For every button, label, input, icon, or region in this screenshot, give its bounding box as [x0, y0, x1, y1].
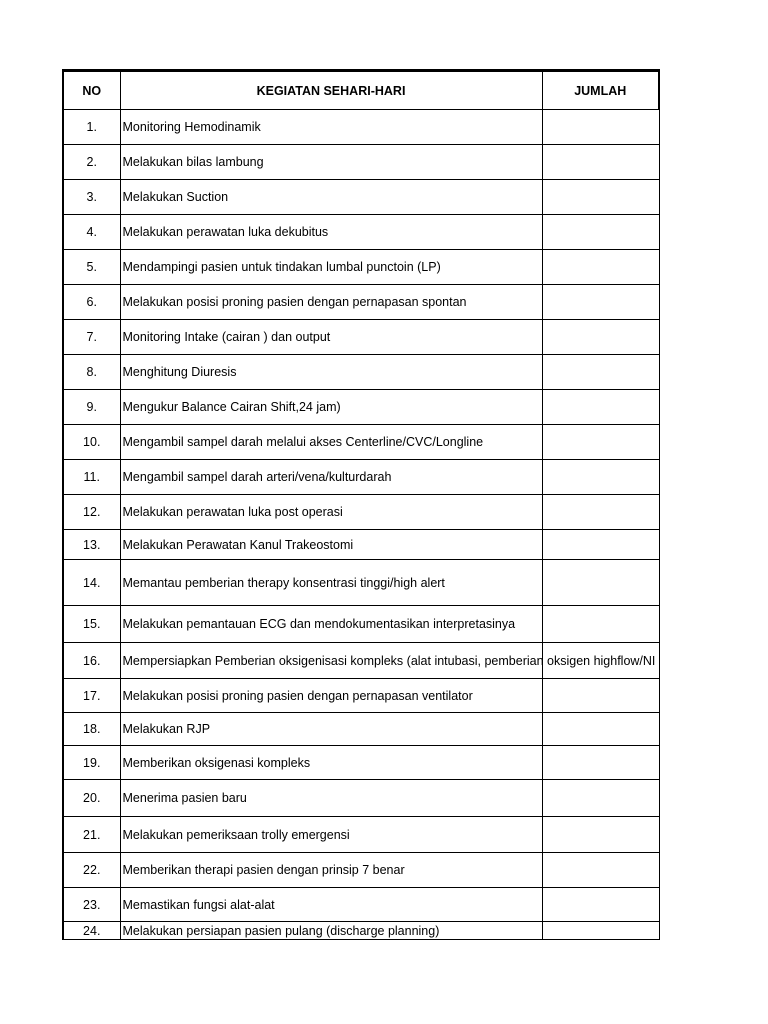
row-number: 9. — [63, 390, 120, 425]
row-count-cell[interactable] — [542, 606, 659, 643]
row-activity: Melakukan Perawatan Kanul Trakeostomi — [122, 537, 354, 552]
row-activity-cell — [120, 145, 542, 180]
row-activity-cell — [120, 643, 656, 679]
row-number: 2. — [63, 145, 120, 180]
row-activity: Melakukan RJP — [122, 722, 211, 736]
row-number: 22. — [63, 853, 120, 888]
row-count-cell[interactable] — [542, 250, 659, 285]
table-header-row — [63, 71, 659, 110]
table-body — [63, 110, 659, 940]
row-number: 10. — [63, 425, 120, 460]
row-activity: Melakukan perawatan luka dekubitus — [122, 225, 329, 239]
row-activity-cell — [120, 390, 542, 425]
table-row — [63, 853, 659, 888]
row-count-cell[interactable] — [542, 320, 659, 355]
row-activity: Mengambil sampel darah arteri/vena/kulturdarah — [122, 470, 392, 484]
row-activity-cell — [120, 679, 542, 713]
row-activity: Menghitung Diuresis — [122, 365, 237, 379]
row-count-cell[interactable] — [542, 425, 659, 460]
row-activity-cell — [120, 110, 542, 145]
row-activity: Mempersiapkan Pemberian oksigenisasi kompleks (alat intubasi, pemberian oksigen highflow/NI — [122, 653, 656, 668]
table-row — [63, 888, 659, 922]
row-activity-cell — [120, 215, 542, 250]
row-activity: Memberikan therapi pasien dengan prinsip 7 benar — [122, 863, 405, 877]
row-number: 14. — [63, 560, 120, 606]
row-count-cell[interactable] — [542, 817, 659, 853]
table-row — [63, 643, 659, 679]
row-number: 5. — [63, 250, 120, 285]
row-activity: Memberikan oksigenasi kompleks — [122, 755, 311, 770]
table-row — [63, 713, 659, 746]
row-activity: Melakukan Suction — [122, 190, 229, 204]
row-activity-cell — [120, 180, 542, 215]
row-count-cell[interactable] — [542, 145, 659, 180]
table-row — [63, 145, 659, 180]
row-count-cell[interactable] — [542, 560, 659, 606]
table-row — [63, 215, 659, 250]
table-row — [63, 679, 659, 713]
table-row — [63, 922, 659, 940]
row-number: 13. — [63, 530, 120, 560]
header-activity: KEGIATAN SEHARI-HARI — [120, 71, 542, 110]
table-row — [63, 460, 659, 495]
row-number: 21. — [63, 817, 120, 853]
row-count-cell[interactable] — [542, 285, 659, 320]
table-row — [63, 390, 659, 425]
row-activity: Melakukan posisi proning pasien dengan pernapasan spontan — [122, 295, 467, 309]
row-number: 17. — [63, 679, 120, 713]
row-activity-cell — [120, 560, 542, 606]
row-count-cell[interactable] — [542, 495, 659, 530]
row-activity: Memastikan fungsi alat-alat — [122, 897, 275, 912]
table-row — [63, 250, 659, 285]
row-count-cell[interactable] — [542, 215, 659, 250]
row-activity: Mendampingi pasien untuk tindakan lumbal punctoin (LP) — [122, 260, 441, 274]
table-row — [63, 746, 659, 780]
row-count-cell[interactable] — [542, 530, 659, 560]
row-number: 3. — [63, 180, 120, 215]
row-activity: Monitoring Hemodinamik — [122, 120, 261, 134]
row-count-cell[interactable] — [542, 355, 659, 390]
row-number: 12. — [63, 495, 120, 530]
row-activity-cell — [120, 250, 542, 285]
table-row — [63, 425, 659, 460]
row-count-cell[interactable] — [542, 746, 659, 780]
row-activity-cell — [120, 713, 542, 746]
row-count-cell[interactable] — [542, 390, 659, 425]
row-activity: Melakukan pemantauan ECG dan mendokumentasikan interpretasinya — [122, 617, 516, 631]
row-activity: Mengambil sampel darah melalui akses Centerline/CVC/Longline — [122, 435, 484, 449]
row-activity: Melakukan perawatan luka post operasi — [122, 505, 343, 519]
row-count-cell[interactable] — [542, 922, 659, 940]
row-count-cell[interactable] — [542, 780, 659, 817]
row-number: 1. — [63, 110, 120, 145]
row-activity: Melakukan bilas lambung — [122, 155, 264, 169]
row-number: 20. — [63, 780, 120, 817]
row-activity-cell — [120, 888, 542, 922]
row-activity-cell — [120, 780, 542, 817]
row-activity-cell — [120, 606, 542, 643]
row-count-cell[interactable] — [542, 713, 659, 746]
table-row — [63, 560, 659, 606]
row-activity-cell — [120, 425, 542, 460]
row-number: 16. — [63, 643, 120, 679]
activity-table-sheet — [62, 69, 658, 940]
table-row — [63, 180, 659, 215]
row-activity: Menerima pasien baru — [122, 791, 247, 805]
row-activity-cell — [120, 530, 542, 560]
row-activity-cell — [120, 495, 542, 530]
row-activity-cell — [120, 853, 542, 888]
activity-table — [62, 69, 660, 940]
table-row — [63, 495, 659, 530]
row-activity-cell — [120, 746, 542, 780]
row-number: 15. — [63, 606, 120, 643]
row-number: 24. — [63, 922, 120, 940]
table-row — [63, 780, 659, 817]
table-row — [63, 606, 659, 643]
table-row — [63, 285, 659, 320]
row-number: 23. — [63, 888, 120, 922]
row-count-cell[interactable] — [542, 679, 659, 713]
row-activity-cell — [120, 922, 542, 940]
row-activity: Monitoring Intake (cairan ) dan output — [122, 330, 331, 344]
row-number: 7. — [63, 320, 120, 355]
row-activity-cell — [120, 285, 542, 320]
table-row — [63, 355, 659, 390]
row-activity: Melakukan posisi proning pasien dengan pernapasan ventilator — [122, 688, 473, 703]
table-row — [63, 530, 659, 560]
row-number: 8. — [63, 355, 120, 390]
row-number: 11. — [63, 460, 120, 495]
row-count-cell[interactable] — [542, 853, 659, 888]
row-activity: Memantau pemberian therapy konsentrasi tinggi/high alert — [122, 575, 445, 590]
row-activity: Mengukur Balance Cairan Shift,24 jam) — [122, 400, 341, 414]
table-row — [63, 817, 659, 853]
row-activity: Melakukan pemeriksaan trolly emergensi — [122, 827, 350, 842]
row-count-cell[interactable] — [542, 460, 659, 495]
row-number: 19. — [63, 746, 120, 780]
row-activity-cell — [120, 817, 542, 853]
row-count-cell[interactable] — [542, 110, 659, 145]
row-count-cell[interactable] — [542, 888, 659, 922]
header-count: JUMLAH — [542, 71, 659, 110]
row-count-cell[interactable] — [542, 180, 659, 215]
row-number: 18. — [63, 713, 120, 746]
row-number: 4. — [63, 215, 120, 250]
table-row — [63, 320, 659, 355]
row-activity-cell — [120, 320, 542, 355]
row-activity-cell — [120, 355, 542, 390]
table-row — [63, 110, 659, 145]
row-activity-cell — [120, 460, 542, 495]
header-no: NO — [63, 71, 120, 110]
row-activity: Melakukan persiapan pasien pulang (discharge planning) — [122, 923, 440, 938]
row-number: 6. — [63, 285, 120, 320]
